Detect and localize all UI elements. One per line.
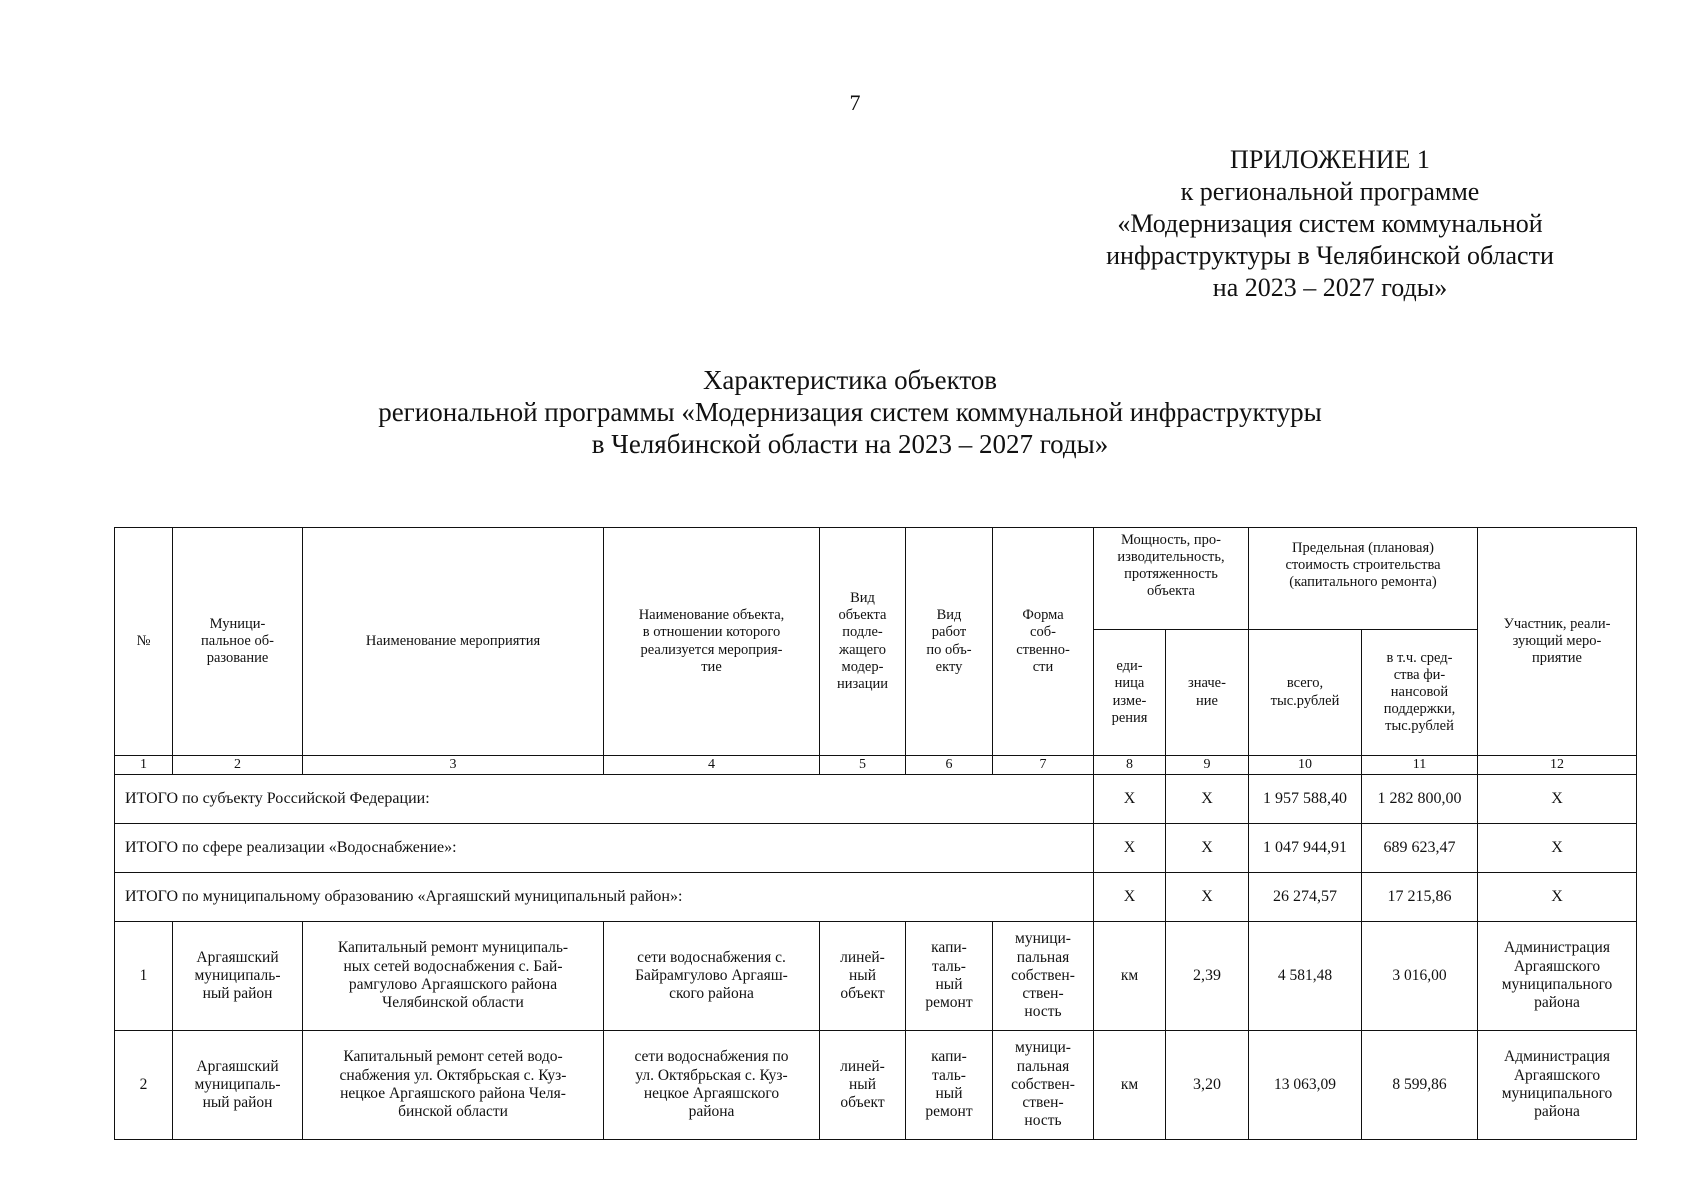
total-label: ИТОГО по субъекту Российской Федерации:: [115, 775, 1094, 824]
row-unit: км: [1094, 1031, 1166, 1140]
total-support: 689 623,47: [1362, 824, 1478, 873]
total-cost: 1 957 588,40: [1249, 775, 1362, 824]
header-measure: Наименование мероприятия: [303, 528, 604, 756]
column-number: 9: [1166, 756, 1249, 775]
header-work-type: Вид работ по объ- екту: [906, 528, 993, 756]
row-object-type: линей- ный объект: [820, 1031, 906, 1140]
row-unit: км: [1094, 922, 1166, 1031]
header-value: значе- ние: [1166, 630, 1249, 756]
column-number: 1: [115, 756, 173, 775]
total-participant: X: [1478, 873, 1637, 922]
row-cost-support: 8 599,86: [1362, 1031, 1478, 1140]
appendix-line: к региональной программе: [1180, 177, 1480, 206]
header-participant: Участник, реали- зующий меро- приятие: [1478, 528, 1637, 756]
total-unit: X: [1094, 775, 1166, 824]
column-number: 12: [1478, 756, 1637, 775]
document-title: [100, 364, 1600, 460]
table-row: [115, 922, 1637, 1031]
row-work-type: капи- таль- ный ремонт: [906, 922, 993, 1031]
total-unit: X: [1094, 873, 1166, 922]
total-value: X: [1166, 824, 1249, 873]
row-measure: Капитальный ремонт сетей водо- снабжения ул. Октябрьская с. Куз- нецкое Аргаяшского района Челя- бинской области: [303, 1031, 604, 1140]
row-participant: Администрация Аргаяшского муниципального района: [1478, 922, 1637, 1031]
row-cost-support: 3 016,00: [1362, 922, 1478, 1031]
total-label: ИТОГО по муниципальному образованию «Аргаяшский муниципальный район»:: [115, 873, 1094, 922]
header-no: №: [115, 528, 173, 756]
row-measure: Капитальный ремонт муниципаль- ных сетей водоснабжения с. Бай- рамгулово Аргаяшского района Челябинской области: [303, 922, 604, 1031]
total-row: [115, 775, 1637, 824]
row-cost-total: 4 581,48: [1249, 922, 1362, 1031]
row-value: 3,20: [1166, 1031, 1249, 1140]
row-work-type: капи- таль- ный ремонт: [906, 1031, 993, 1140]
appendix-line: инфраструктуры в Челябинской области: [1106, 241, 1554, 270]
column-number: 10: [1249, 756, 1362, 775]
table-row: [115, 1031, 1637, 1140]
header-unit: еди- ница изме- рения: [1094, 630, 1166, 756]
page-number: 7: [849, 90, 861, 115]
header-object: Наименование объекта, в отношении которого реализуется мероприя- тие: [604, 528, 820, 756]
header-capacity: Мощность, про- изводительность, протяженность объекта: [1094, 528, 1249, 630]
total-support: 17 215,86: [1362, 873, 1478, 922]
column-number: 2: [173, 756, 303, 775]
total-participant: X: [1478, 775, 1637, 824]
total-participant: X: [1478, 824, 1637, 873]
row-municipality: Аргаяшский муниципаль- ный район: [173, 1031, 303, 1140]
header-municipality: Муници- пальное об- разование: [173, 528, 303, 756]
column-number: 7: [993, 756, 1094, 775]
objects-table: [114, 527, 1637, 1140]
total-unit: X: [1094, 824, 1166, 873]
appendix-line: «Модернизация систем коммунальной: [1117, 209, 1543, 238]
total-support: 1 282 800,00: [1362, 775, 1478, 824]
total-value: X: [1166, 873, 1249, 922]
row-ownership: муници- пальная собствен- ствен- ность: [993, 922, 1094, 1031]
row-object-type: линей- ный объект: [820, 922, 906, 1031]
header-cost-total: всего, тыс.рублей: [1249, 630, 1362, 756]
row-object: сети водоснабжения по ул. Октябрьская с. Куз- нецкое Аргаяшского района: [604, 1031, 820, 1140]
title-line: в Челябинской области на 2023 – 2027 годы»: [591, 429, 1109, 459]
header-ownership: Форма соб- ственно- сти: [993, 528, 1094, 756]
header-object-type: Вид объекта подле- жащего модер- низации: [820, 528, 906, 756]
total-cost: 1 047 944,91: [1249, 824, 1362, 873]
total-row: [115, 873, 1637, 922]
column-number: 3: [303, 756, 604, 775]
header-cost-support: в т.ч. сред- ства фи- нансовой поддержки, тыс.рублей: [1362, 630, 1478, 756]
row-cost-total: 13 063,09: [1249, 1031, 1362, 1140]
column-number: 8: [1094, 756, 1166, 775]
row-no: 1: [115, 922, 173, 1031]
total-cost: 26 274,57: [1249, 873, 1362, 922]
row-municipality: Аргаяшский муниципаль- ный район: [173, 922, 303, 1031]
column-number: 11: [1362, 756, 1478, 775]
total-label: ИТОГО по сфере реализации «Водоснабжение»:: [115, 824, 1094, 873]
row-participant: Администрация Аргаяшского муниципального района: [1478, 1031, 1637, 1140]
header-cost: Предельная (плановая) стоимость строительства (капитального ремонта): [1249, 528, 1478, 630]
total-value: X: [1166, 775, 1249, 824]
row-object: сети водоснабжения с. Байрамгулово Аргаяш- ского района: [604, 922, 820, 1031]
total-row: [115, 824, 1637, 873]
row-ownership: муници- пальная собствен- ствен- ность: [993, 1031, 1094, 1140]
column-number: 5: [820, 756, 906, 775]
title-line: региональной программы «Модернизация систем коммунальной инфраструктуры: [378, 397, 1322, 427]
title-line: Характеристика объектов: [702, 365, 998, 395]
column-number: 4: [604, 756, 820, 775]
appendix-header: [1080, 144, 1580, 304]
row-no: 2: [115, 1031, 173, 1140]
appendix-line: ПРИЛОЖЕНИЕ 1: [1230, 145, 1430, 174]
column-number: 6: [906, 756, 993, 775]
appendix-line: на 2023 – 2027 годы»: [1212, 273, 1448, 302]
row-value: 2,39: [1166, 922, 1249, 1031]
